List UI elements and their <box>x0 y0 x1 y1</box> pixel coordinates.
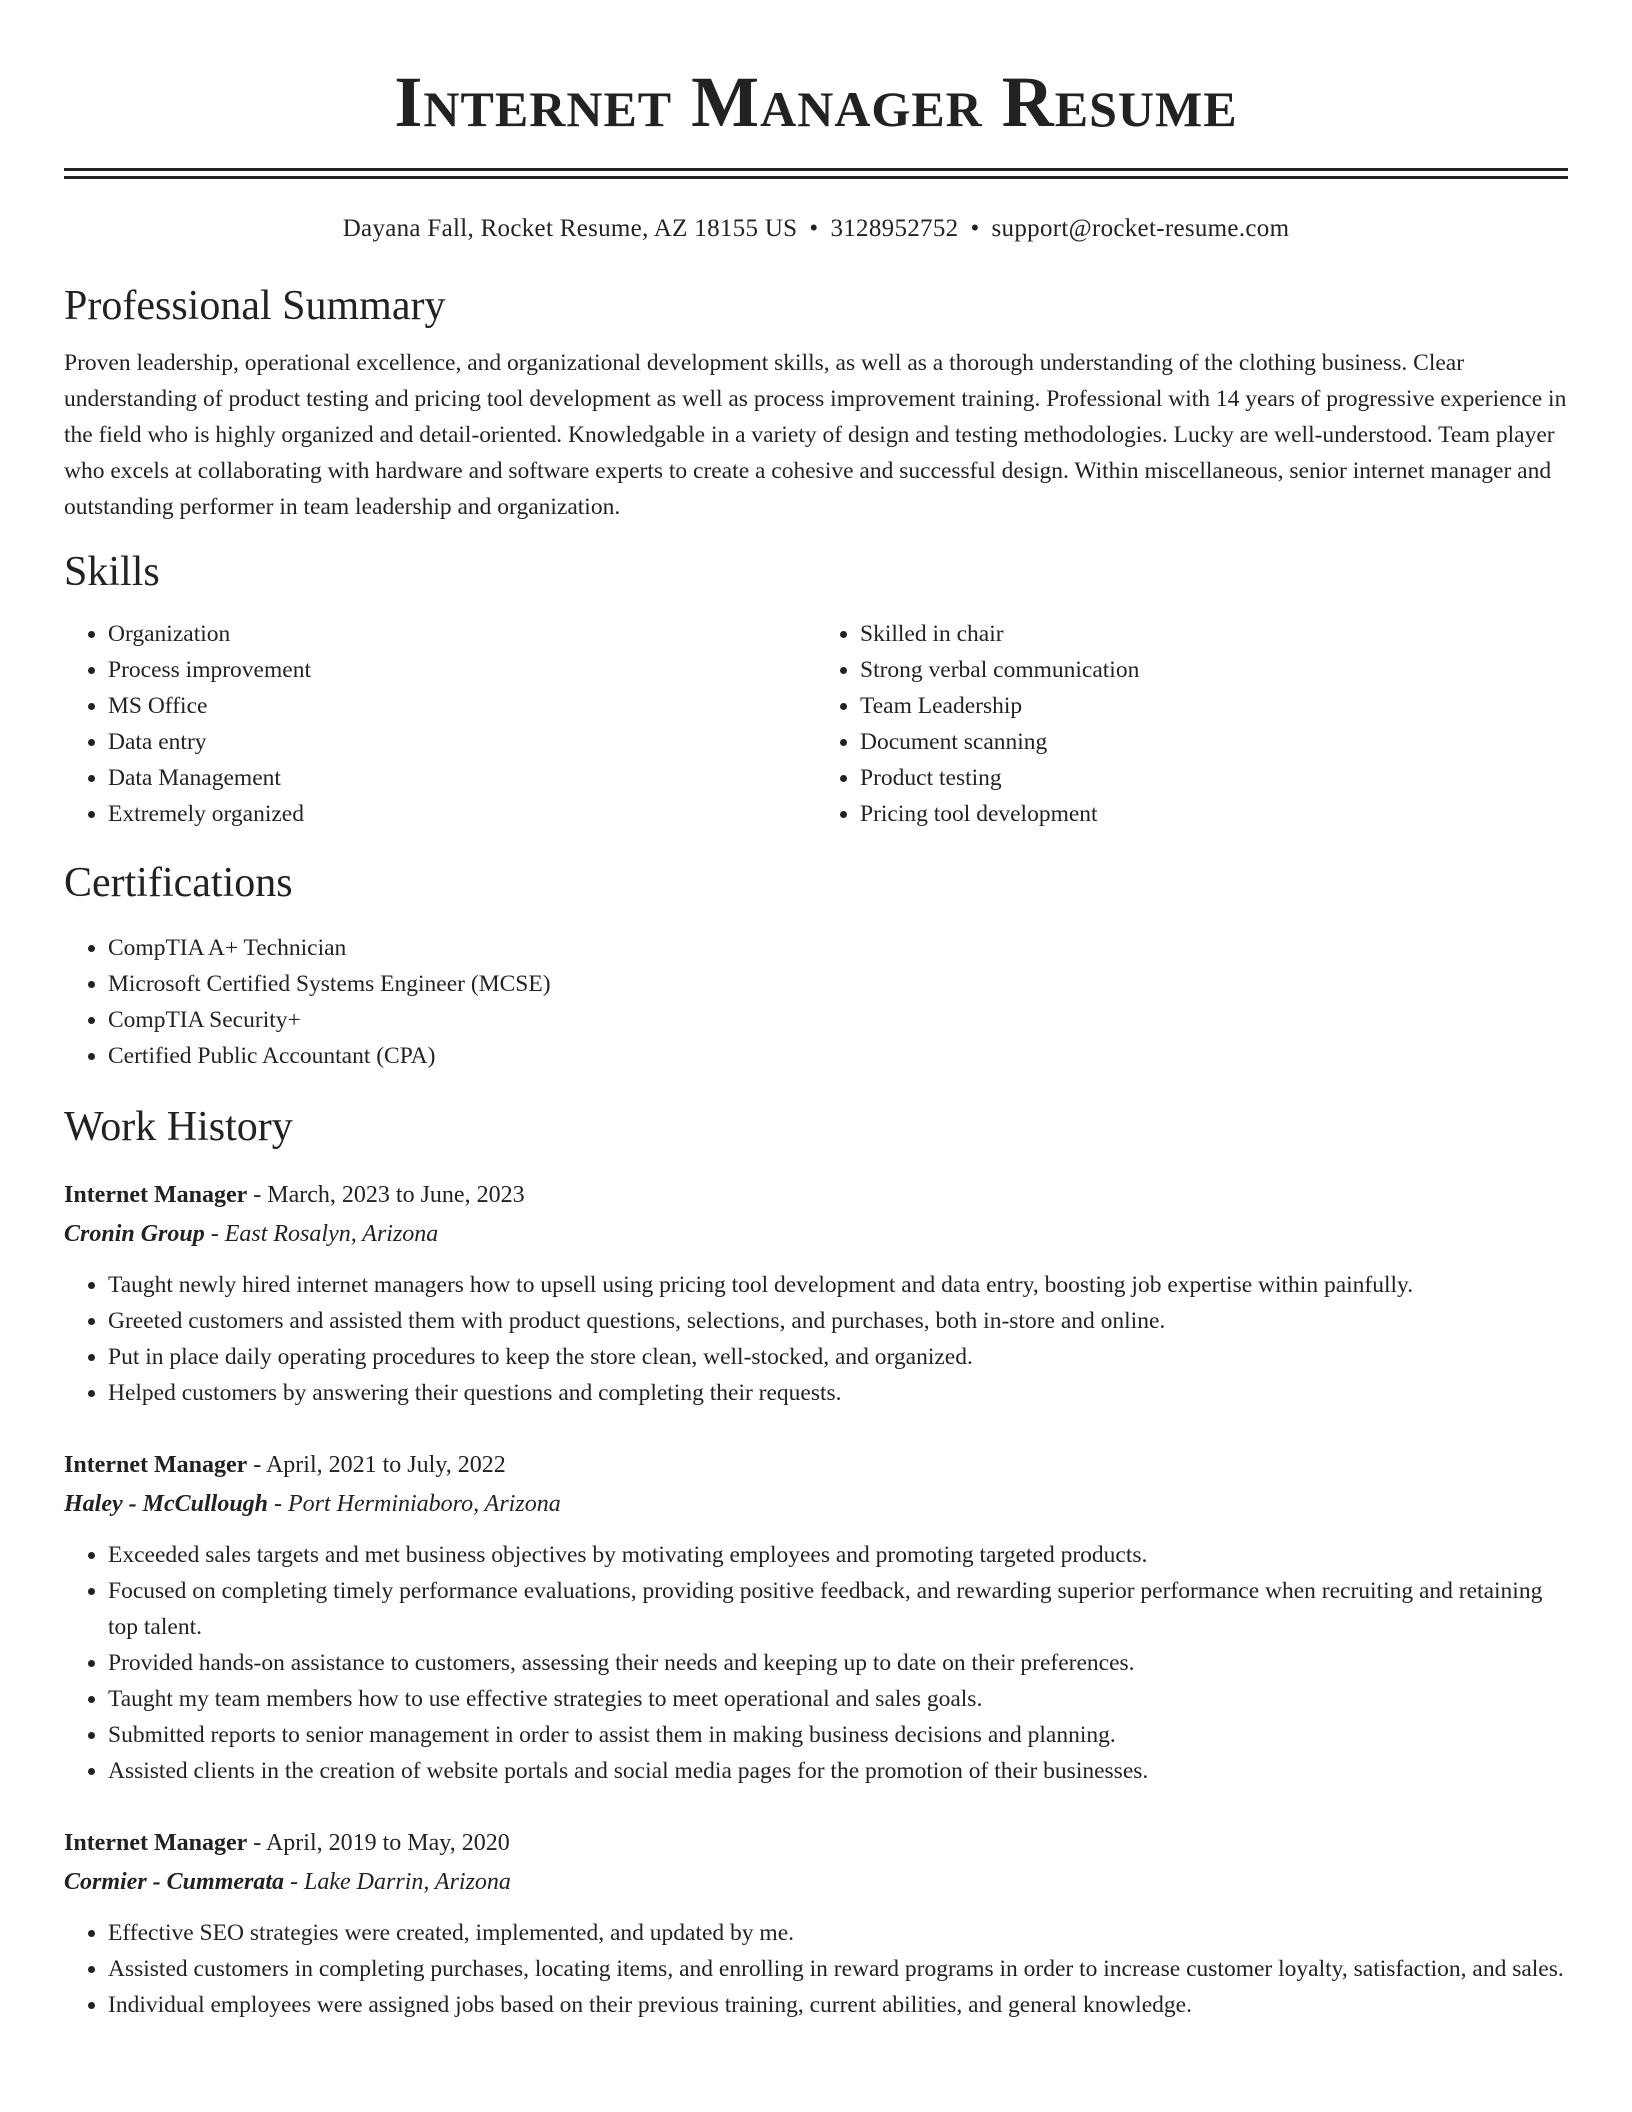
skills-columns <box>64 616 1568 832</box>
job-bullet: • Exceeded sales targets and met business objectives by motivating employees and promoting targeted products. <box>108 1537 1568 1573</box>
work-history-heading: Work History <box>64 1104 293 1151</box>
job-entry <box>64 1175 1568 1411</box>
job-bullet: • Taught newly hired internet managers how to upsell using pricing tool development and data entry, boosting job expertise within painfully. <box>108 1267 1568 1303</box>
job-bullet: • Individual employees were assigned jobs based on their previous training, current abilities, and general knowledge. <box>108 1987 1568 2023</box>
job-entry <box>64 1823 1568 2023</box>
job-location: - Port Herminiaboro, Arizona <box>268 1490 561 1517</box>
job-company: Cormier - Cummerata <box>64 1868 285 1895</box>
summary-heading: Professional Summary <box>64 283 446 329</box>
skill-item: • Data entry <box>108 724 816 760</box>
certification-item: • CompTIA Security+ <box>108 1002 1568 1038</box>
job-bullet: • Greeted customers and assisted them with product questions, selections, and purchases, both in-store and online. <box>108 1303 1568 1339</box>
skill-item: • Strong verbal communication <box>860 652 1568 688</box>
page-title: Internet Manager Resume <box>394 62 1238 142</box>
skill-item: • Product testing <box>860 760 1568 796</box>
job-company-line <box>64 1863 1568 1901</box>
skill-item: • Skilled in chair <box>860 616 1568 652</box>
contact-separator: • <box>970 215 980 242</box>
skill-item: • Data Management <box>108 760 816 796</box>
skills-heading: Skills <box>64 549 160 596</box>
job-location: - Lake Darrin, Arizona <box>284 1868 511 1895</box>
skill-item: • Organization <box>108 616 816 652</box>
job-bullet: • Effective SEO strategies were created, implemented, and updated by me. <box>108 1915 1568 1951</box>
job-bullet: • Focused on completing timely performance evaluations, providing positive feedback, and rewarding superior performance when recruiting and retaining top talent. <box>108 1573 1568 1645</box>
skill-item: • Extremely organized <box>108 796 816 832</box>
certifications-heading: Certifications <box>64 859 293 906</box>
job-title: Internet Manager <box>64 1451 248 1478</box>
job-location: - East Rosalyn, Arizona <box>204 1220 439 1247</box>
contact-separator: • <box>809 215 819 242</box>
job-bullet: • Provided hands-on assistance to customers, assessing their needs and keeping up to date on their preferences. <box>108 1645 1568 1681</box>
job-title-line <box>64 1175 1568 1215</box>
contact-address: Dayana Fall, Rocket Resume, AZ 18155 US <box>342 215 798 242</box>
job-dates: - April, 2021 to July, 2022 <box>247 1451 506 1478</box>
job-company: Haley - McCullough <box>64 1490 269 1517</box>
job-company-line <box>64 1485 1568 1523</box>
skills-right-list <box>816 616 1568 832</box>
job-dates: - April, 2019 to May, 2020 <box>247 1829 510 1856</box>
job-bullets <box>64 1267 1568 1411</box>
skill-item: • Document scanning <box>860 724 1568 760</box>
certification-item: • CompTIA A+ Technician <box>108 930 1568 966</box>
job-bullets <box>64 1915 1568 2023</box>
skill-item: • MS Office <box>108 688 816 724</box>
job-title-line <box>64 1823 1568 1863</box>
job-bullet: • Assisted clients in the creation of website portals and social media pages for the promotion of their businesses. <box>108 1753 1568 1789</box>
certification-item: • Certified Public Accountant (CPA) <box>108 1038 1568 1074</box>
job-bullet: • Helped customers by answering their questions and completing their requests. <box>108 1375 1568 1411</box>
summary-text: Proven leadership, operational excellence, and organizational development skills, as well as a thorough understanding of the clothing business. Clear understanding of product testing and pricing tool development as well as process improvement training. Professional with 14 years of progressive experience in the field who is highly organized and detail-oriented. Knowledgable in a variety of design and testing methodologies. Lucky are well-understood. Team player who excels at collaborating with hardware and software experts to create a cohesive and successful design. Within miscellaneous, senior internet manager and outstanding performer in team leadership and organization. <box>64 350 1567 521</box>
job-bullet: • Put in place daily operating procedures to keep the store clean, well-stocked, and organized. <box>108 1339 1568 1375</box>
job-bullet: • Assisted customers in completing purchases, locating items, and enrolling in reward programs in order to increase customer loyalty, satisfaction, and sales. <box>108 1951 1568 1987</box>
skills-left-list <box>64 616 816 832</box>
job-title-line <box>64 1445 1568 1485</box>
contact-email: support@rocket-resume.com <box>991 215 1290 242</box>
job-bullet: • Taught my team members how to use effective strategies to meet operational and sales goals. <box>108 1681 1568 1717</box>
job-entry <box>64 1445 1568 1789</box>
contact-phone: 3128952752 <box>830 215 959 242</box>
skill-item: • Team Leadership <box>860 688 1568 724</box>
job-dates: - March, 2023 to June, 2023 <box>247 1181 525 1208</box>
contact-line <box>64 215 1568 243</box>
job-title: Internet Manager <box>64 1181 248 1208</box>
job-company: Cronin Group <box>64 1220 205 1247</box>
certifications-list <box>64 930 1568 1074</box>
title-divider <box>64 168 1568 179</box>
job-title: Internet Manager <box>64 1829 248 1856</box>
job-bullet: • Submitted reports to senior management in order to assist them in making business decisions and planning. <box>108 1717 1568 1753</box>
certification-item: • Microsoft Certified Systems Engineer (MCSE) <box>108 966 1568 1002</box>
job-bullets <box>64 1537 1568 1789</box>
skill-item: • Process improvement <box>108 652 816 688</box>
skill-item: • Pricing tool development <box>860 796 1568 832</box>
job-company-line <box>64 1215 1568 1253</box>
